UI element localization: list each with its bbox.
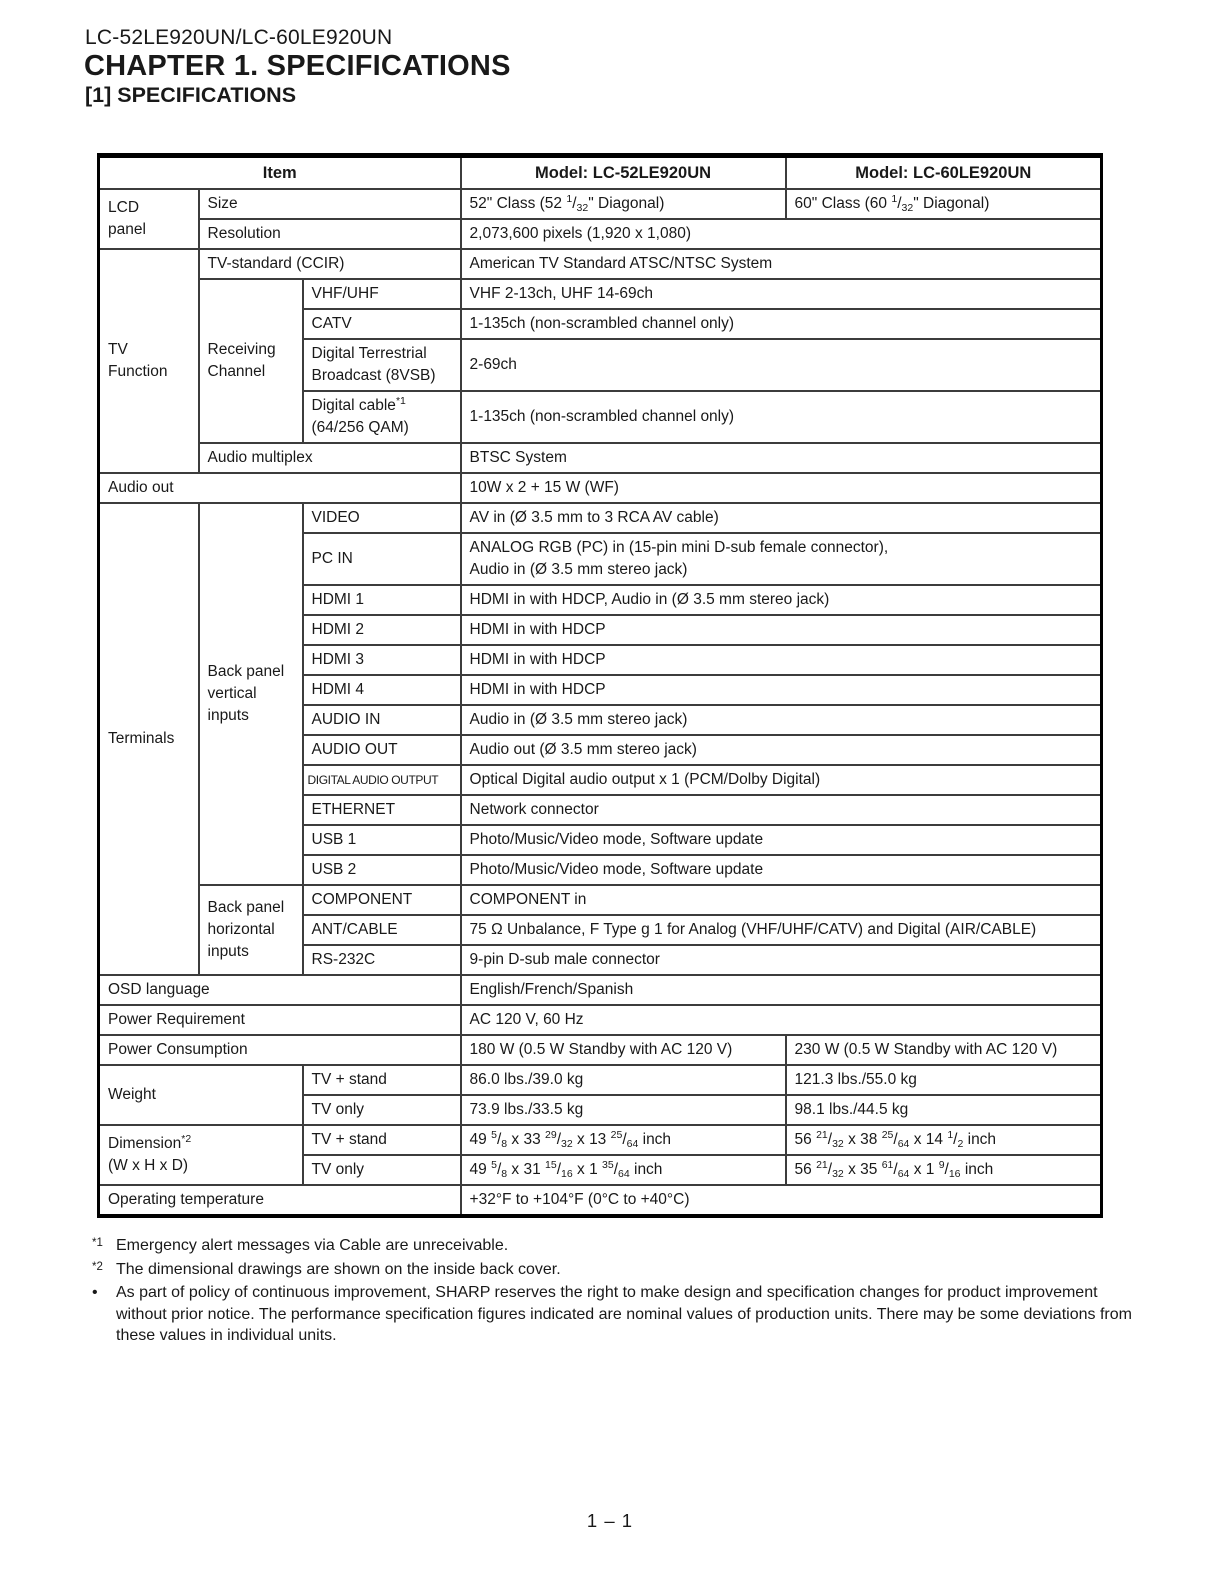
spec-cell: TV only bbox=[303, 1095, 461, 1125]
spec-cell: VIDEO bbox=[303, 503, 461, 533]
spec-cell: ETHERNET bbox=[303, 795, 461, 825]
table-row bbox=[99, 156, 1102, 190]
spec-cell: Dimension$^{*2}$ (W x H x D) bbox=[99, 1125, 303, 1185]
spec-cell: COMPONENT bbox=[303, 885, 461, 915]
spec-cell: 86.0 lbs./39.0 kg bbox=[461, 1065, 786, 1095]
spec-cell: +32°F to +104°F (0°C to +40°C) bbox=[461, 1185, 1102, 1216]
spec-cell: ANT/CABLE bbox=[303, 915, 461, 945]
spec-cell: TV only bbox=[303, 1155, 461, 1185]
spec-cell: 56 $^{21}/_{32}$ x 38 $^{25}/_{64}$ x 14 $^1/_2$ inch bbox=[786, 1125, 1102, 1155]
spec-cell: AUDIO IN bbox=[303, 705, 461, 735]
spec-cell: HDMI in with HDCP bbox=[461, 675, 1102, 705]
footnote-text: The dimensional drawings are shown on the inside back cover. bbox=[116, 1260, 561, 1278]
spec-cell: Power Requirement bbox=[99, 1005, 461, 1035]
spec-cell: Size bbox=[199, 189, 461, 219]
spec-cell: Audio out (Ø 3.5 mm stereo jack) bbox=[461, 735, 1102, 765]
spec-cell: RS-232C bbox=[303, 945, 461, 975]
spec-cell: PC IN bbox=[303, 533, 461, 585]
table-row bbox=[99, 189, 1102, 219]
footnotes bbox=[92, 1235, 1132, 1347]
spec-cell: BTSC System bbox=[461, 443, 1102, 473]
spec-cell: AC 120 V, 60 Hz bbox=[461, 1005, 1102, 1035]
footnote-marker: • bbox=[92, 1284, 98, 1301]
table-row bbox=[99, 473, 1102, 503]
spec-table bbox=[97, 153, 1103, 1218]
spec-cell: 1-135ch (non-scrambled channel only) bbox=[461, 391, 1102, 443]
page-number: 1 – 1 bbox=[586, 1510, 634, 1531]
table-row bbox=[99, 443, 1102, 473]
spec-cell: Resolution bbox=[199, 219, 461, 249]
table-row bbox=[99, 1185, 1102, 1216]
spec-cell: 52" Class (52 $^1/_{32}$" Diagonal) bbox=[461, 189, 786, 219]
table-row bbox=[99, 1125, 1102, 1155]
spec-cell: COMPONENT in bbox=[461, 885, 1102, 915]
spec-cell: American TV Standard ATSC/NTSC System bbox=[461, 249, 1102, 279]
spec-cell: TV Function bbox=[99, 249, 199, 473]
chapter-title: CHAPTER 1. SPECIFICATIONS bbox=[84, 50, 511, 82]
spec-cell: 230 W (0.5 W Standby with AC 120 V) bbox=[786, 1035, 1102, 1065]
footnote-item bbox=[92, 1259, 1132, 1281]
footnote-item bbox=[92, 1235, 1132, 1257]
spec-cell: 56 $^{21}/_{32}$ x 35 $^{61}/_{64}$ x 1 $^9/_{16}$ inch bbox=[786, 1155, 1102, 1185]
spec-cell: 1-135ch (non-scrambled channel only) bbox=[461, 309, 1102, 339]
spec-cell: Receiving Channel bbox=[199, 279, 303, 443]
spec-cell: HDMI 3 bbox=[303, 645, 461, 675]
spec-cell: TV + stand bbox=[303, 1065, 461, 1095]
spec-cell: AUDIO OUT bbox=[303, 735, 461, 765]
spec-cell: USB 1 bbox=[303, 825, 461, 855]
spec-cell: 121.3 lbs./55.0 kg bbox=[786, 1065, 1102, 1095]
spec-cell: Audio in (Ø 3.5 mm stereo jack) bbox=[461, 705, 1102, 735]
spec-cell: LCD panel bbox=[99, 189, 199, 249]
spec-cell: Audio out bbox=[99, 473, 461, 503]
footnote-text: As part of policy of continuous improvement, SHARP reserves the right to make design and specification changes for product improvement without prior notice. The performance specification figures indicated are nominal values of production units. There may be some deviations from these values in individual units. bbox=[116, 1284, 1132, 1344]
spec-cell: 10W x 2 + 15 W (WF) bbox=[461, 473, 1102, 503]
table-row bbox=[99, 1035, 1102, 1065]
table-row bbox=[99, 279, 1102, 309]
spec-cell: AV in (Ø 3.5 mm to 3 RCA AV cable) bbox=[461, 503, 1102, 533]
spec-cell: HDMI 2 bbox=[303, 615, 461, 645]
spec-cell: 49 $^5/_8$ x 33 $^{29}/_{32}$ x 13 $^{25}/_{64}$ inch bbox=[461, 1125, 786, 1155]
spec-cell: USB 2 bbox=[303, 855, 461, 885]
spec-cell: 73.9 lbs./33.5 kg bbox=[461, 1095, 786, 1125]
section-title: [1] SPECIFICATIONS bbox=[85, 83, 297, 107]
spec-cell: TV + stand bbox=[303, 1125, 461, 1155]
spec-cell: VHF 2-13ch, UHF 14-69ch bbox=[461, 279, 1102, 309]
spec-cell: Operating temperature bbox=[99, 1185, 461, 1216]
spec-cell: 98.1 lbs./44.5 kg bbox=[786, 1095, 1102, 1125]
spec-table-body bbox=[99, 156, 1102, 1217]
footnote-marker: *2 bbox=[92, 1260, 103, 1273]
spec-cell: 49 $^5/_8$ x 31 $^{15}/_{16}$ x 1 $^{35}/_{64}$ inch bbox=[461, 1155, 786, 1185]
table-row bbox=[99, 1065, 1102, 1095]
spec-cell: Back panel horizontal inputs bbox=[199, 885, 303, 975]
spec-cell: OSD language bbox=[99, 975, 461, 1005]
spec-cell: Power Consumption bbox=[99, 1035, 461, 1065]
table-row bbox=[99, 885, 1102, 915]
spec-cell: Back panel vertical inputs bbox=[199, 503, 303, 885]
spec-cell: 60" Class (60 $^1/_{32}$" Diagonal) bbox=[786, 189, 1102, 219]
spec-cell: TV-standard (CCIR) bbox=[199, 249, 461, 279]
spec-cell: HDMI 1 bbox=[303, 585, 461, 615]
spec-cell: Model: LC-60LE920UN bbox=[786, 156, 1102, 190]
spec-cell: Photo/Music/Video mode, Software update bbox=[461, 855, 1102, 885]
spec-cell: VHF/UHF bbox=[303, 279, 461, 309]
spec-cell: Digital Terrestrial Broadcast (8VSB) bbox=[303, 339, 461, 391]
spec-cell: ANALOG RGB (PC) in (15-pin mini D-sub female connector), Audio in (Ø 3.5 mm stereo jack) bbox=[461, 533, 1102, 585]
footnote-text: Emergency alert messages via Cable are unreceivable. bbox=[116, 1237, 509, 1254]
table-row bbox=[99, 503, 1102, 533]
table-row bbox=[99, 219, 1102, 249]
spec-cell: Model: LC-52LE920UN bbox=[461, 156, 786, 190]
spec-cell: CATV bbox=[303, 309, 461, 339]
spec-cell: 75 Ω Unbalance, F Type g 1 for Analog (VHF/UHF/CATV) and Digital (AIR/CABLE) bbox=[461, 915, 1102, 945]
spec-cell: Photo/Music/Video mode, Software update bbox=[461, 825, 1102, 855]
table-row bbox=[99, 975, 1102, 1005]
table-row bbox=[99, 249, 1102, 279]
spec-cell: 2-69ch bbox=[461, 339, 1102, 391]
table-row bbox=[99, 1005, 1102, 1035]
spec-cell: 9-pin D-sub male connector bbox=[461, 945, 1102, 975]
footnote-marker: *1 bbox=[92, 1237, 103, 1249]
footnote-item bbox=[92, 1282, 1132, 1347]
spec-cell: HDMI in with HDCP bbox=[461, 645, 1102, 675]
spec-cell: Item bbox=[99, 156, 461, 190]
spec-cell: Optical Digital audio output x 1 (PCM/Dolby Digital) bbox=[461, 765, 1102, 795]
spec-cell: Audio multiplex bbox=[199, 443, 461, 473]
spec-cell: 180 W (0.5 W Standby with AC 120 V) bbox=[461, 1035, 786, 1065]
spec-cell: HDMI 4 bbox=[303, 675, 461, 705]
spec-cell: 2,073,600 pixels (1,920 x 1,080) bbox=[461, 219, 1102, 249]
spec-cell: English/French/Spanish bbox=[461, 975, 1102, 1005]
spec-cell: Network connector bbox=[461, 795, 1102, 825]
spec-cell: HDMI in with HDCP bbox=[461, 615, 1102, 645]
spec-cell: Terminals bbox=[99, 503, 199, 975]
spec-cell: DIGITAL AUDIO OUTPUT bbox=[303, 765, 461, 795]
spec-cell: Weight bbox=[99, 1065, 303, 1125]
spec-cell: HDMI in with HDCP, Audio in (Ø 3.5 mm stereo jack) bbox=[461, 585, 1102, 615]
spec-cell: Digital cable$^{*1}$ (64/256 QAM) bbox=[303, 391, 461, 443]
model-code-line: LC-52LE920UN/LC-60LE920UN bbox=[85, 26, 393, 49]
